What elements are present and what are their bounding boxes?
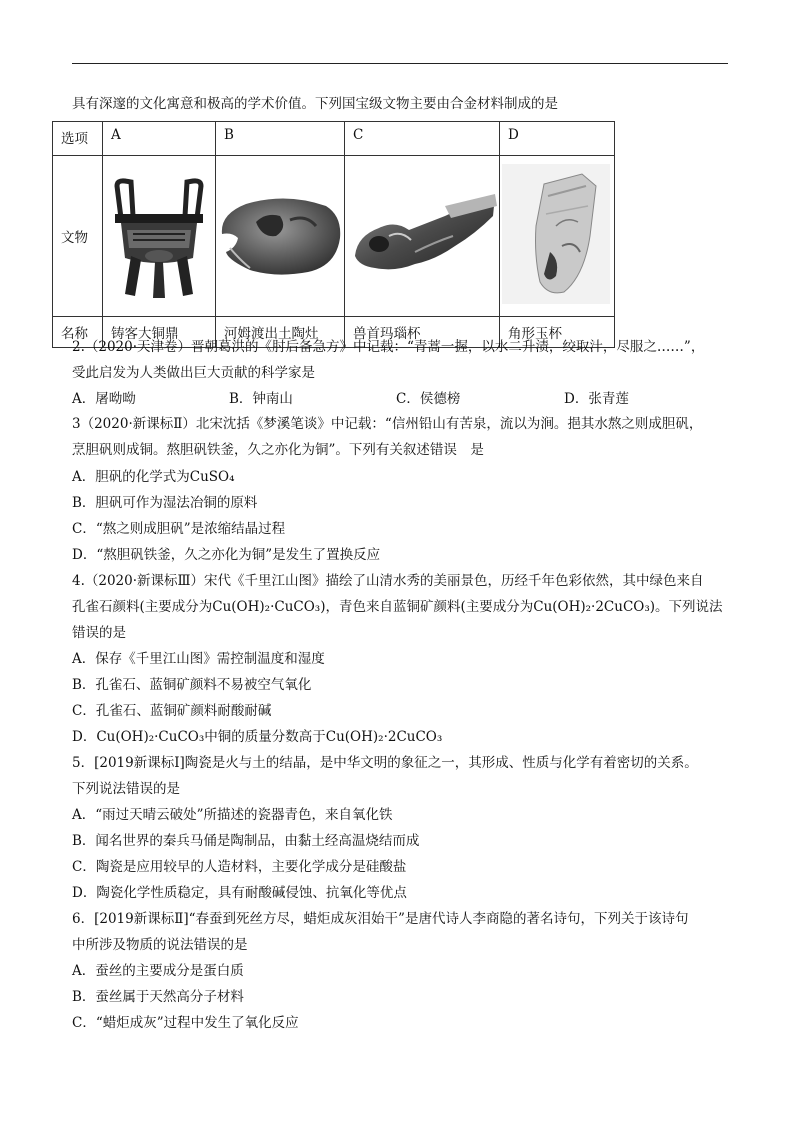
question-5-option-b: B．闻名世界的秦兵马俑是陶制品，由黏土经高温烧结而成 <box>72 833 420 849</box>
question-3-option-b: B．胆矾可作为湿法冶铜的原料 <box>72 495 258 511</box>
option-c-label: C <box>345 122 500 156</box>
option-c: C．侯德榜 <box>396 391 461 407</box>
bronze-ding-image <box>103 156 216 317</box>
question-3-stem: 3（2020·新课标Ⅱ）北宋沈括《梦溪笔谈》中记载：“信州铅山有苦泉，流以为涧。挹其水熬之则成胆矾， <box>72 416 703 432</box>
question-2-stem-cont: 受此启发为人类做出巨大贡献的科学家是 <box>72 365 315 381</box>
question-6-option-b: B．蚕丝属于天然高分子材料 <box>72 989 244 1005</box>
question-5-option-c: C．陶瓷是应用较早的人造材料，主要化学成分是硅酸盐 <box>72 859 407 875</box>
question-4-option-d: D．Cu(OH)₂·CuCO₃中铜的质量分数高于Cu(OH)₂·2CuCO₃ <box>72 729 443 745</box>
question-3-option-a: A．胆矾的化学式为CuSO₄ <box>72 469 235 485</box>
name-c: 兽首玛瑙杯 <box>345 317 500 348</box>
question-4-stem-cont2: 错误的是 <box>72 625 126 641</box>
question-6-option-a: A．蚕丝的主要成分是蛋白质 <box>72 963 244 979</box>
question-4-stem: 4.（2020·新课标Ⅲ）宋代《千里江山图》描绘了山清水秀的美丽景色，历经千年色彩依然，其中绿色来自 <box>72 573 704 589</box>
question-2-options <box>72 390 629 408</box>
agate-cup-image <box>345 156 500 317</box>
question-1-stem: 具有深邃的文化寓意和极高的学术价值。下列国宝级文物主要由合金材料制成的是 <box>72 96 558 112</box>
question-4-option-c: C．孔雀石、蓝铜矿颜料耐酸耐碱 <box>72 703 272 719</box>
question-3-stem-cont: 烹胆矾则成铜。熬胆矾铁釜，久之亦化为铜”。下列有关叙述错误 是 <box>72 442 484 458</box>
question-5-option-a: A．“雨过天晴云破处”所描述的瓷器青色，来自氧化铁 <box>72 807 393 823</box>
option-a: A．屠呦呦 <box>72 391 136 407</box>
option-a-label: A <box>103 122 216 156</box>
question-4-option-b: B．孔雀石、蓝铜矿颜料不易被空气氧化 <box>72 677 312 693</box>
question-3-option-c: C．“熬之则成胆矾”是浓缩结晶过程 <box>72 521 286 537</box>
pottery-stove-image <box>216 156 345 317</box>
name-a: 铸客大铜鼎 <box>103 317 216 348</box>
question-3-option-d: D．“熬胆矾铁釜，久之亦化为铜”是发生了置换反应 <box>72 547 381 563</box>
name-d: 角形玉杯 <box>500 317 615 348</box>
table-name-label: 名称 <box>53 317 103 348</box>
option-d: D．张青莲 <box>564 391 629 407</box>
artifact-table <box>52 121 615 348</box>
question-6-option-c: C．“蜡炬成灰”过程中发生了氧化反应 <box>72 1015 299 1031</box>
question-4-option-a: A．保存《千里江山图》需控制温度和湿度 <box>72 651 325 667</box>
question-5-stem-cont: 下列说法错误的是 <box>72 781 180 797</box>
table-row-label: 文物 <box>53 156 103 317</box>
question-6-stem-cont: 中所涉及物质的说法错误的是 <box>72 937 248 953</box>
name-b: 河姆渡出土陶灶 <box>216 317 345 348</box>
jade-horn-cup-image <box>500 156 615 317</box>
question-5-option-d: D．陶瓷化学性质稳定，具有耐酸碱侵蚀、抗氧化等优点 <box>72 885 407 901</box>
header-rule <box>72 63 728 64</box>
option-b-label: B <box>216 122 345 156</box>
question-6-stem: 6．[2019新课标Ⅱ]“春蚕到死丝方尽，蜡炬成灰泪始干”是唐代诗人李商隐的著名诗句，下列关于该诗句 <box>72 911 689 927</box>
question-2-stem: 2.（2020·天津卷）晋朝葛洪的《肘后备急方》中记载：“青蒿一握，以水二升渍，绞取汁，尽服之……”， <box>72 339 705 355</box>
question-4-stem-cont: 孔雀石颜料(主要成分为Cu(OH)₂·CuCO₃)，青色来自蓝铜矿颜料(主要成分为Cu(OH)₂·2CuCO₃)。下列说法 <box>72 599 723 615</box>
option-b: B．钟南山 <box>229 391 293 407</box>
question-5-stem: 5．[2019新课标Ⅰ]陶瓷是火与土的结晶，是中华文明的象征之一，其形成、性质与化学有着密切的关系。 <box>72 755 698 771</box>
table-header-label: 选项 <box>53 122 103 156</box>
option-d-label: D <box>500 122 615 156</box>
